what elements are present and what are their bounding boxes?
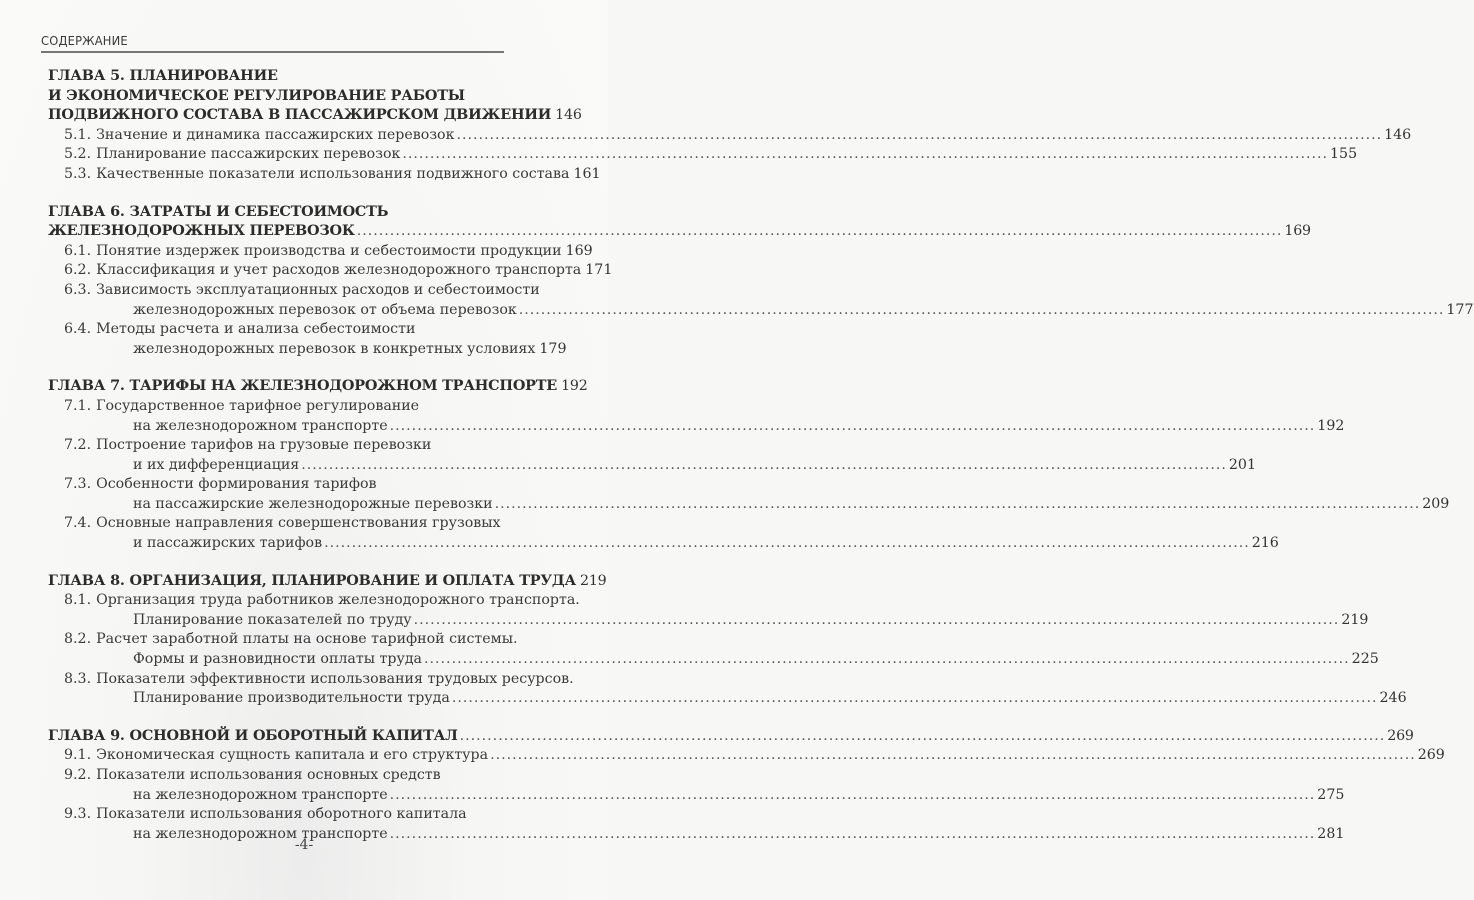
section-title-text: Расчет заработной платы на основе тарифной системы. xyxy=(96,631,518,648)
section-page-number: 219 xyxy=(1341,611,1369,628)
section-title-text: на железнодорожном транспорте xyxy=(133,786,388,803)
dot-leader xyxy=(490,746,1416,766)
section-entry-line xyxy=(48,281,557,301)
section-entry-line xyxy=(48,320,557,340)
chapter-page-number: 169 xyxy=(1284,223,1311,240)
chapter-title-text: ГЛАВА 6. ЗАТРАТЫ И СЕБЕСТОИМОСТЬ xyxy=(48,202,389,220)
chapter-title-line xyxy=(48,66,557,86)
section-title-text: Зависимость эксплуатационных расходов и себестоимости xyxy=(96,281,540,298)
toc-chapter xyxy=(48,376,1450,553)
section-title-text: и пассажирских тарифов xyxy=(133,535,323,552)
section-title-text: Методы расчета и анализа себестоимости xyxy=(96,321,416,338)
dot-leader xyxy=(424,650,1350,670)
section-entry-line xyxy=(48,340,567,360)
chapter-title-text: ГЛАВА 9. ОСНОВНОЙ И ОБОРОТНЫЙ КАПИТАЛ xyxy=(48,726,458,744)
section-page-number: 201 xyxy=(1228,456,1256,473)
dot-leader xyxy=(390,417,1316,437)
section-page-number: 246 xyxy=(1379,690,1407,707)
section-title-text: Планирование производительности труда xyxy=(133,690,450,707)
section-entry-line xyxy=(48,689,1407,709)
section-title-text: Построение тарифов на грузовые перевозки xyxy=(96,437,432,454)
section-number: 7.1. xyxy=(64,397,92,414)
dot-leader xyxy=(402,145,1328,165)
section-page-number: 171 xyxy=(585,262,613,279)
section-entry-line xyxy=(48,242,593,262)
section-entry-line xyxy=(48,534,1279,554)
section-title-text: железнодорожных перевозок в конкретных условиях xyxy=(133,340,536,357)
section-title-text: железнодорожных перевозок от объема перевозок xyxy=(133,301,517,318)
dot-leader xyxy=(357,222,1283,242)
section-page-number: 225 xyxy=(1351,651,1379,668)
section-title-text: Планирование показателей по труду xyxy=(133,611,412,628)
section-entry-line xyxy=(48,436,557,456)
section-number: 5.1. xyxy=(64,126,92,143)
running-head: СОДЕРЖАНИЕ xyxy=(41,33,128,48)
section-entry-line xyxy=(48,786,1345,806)
section-entry-line xyxy=(48,397,557,417)
dot-leader xyxy=(519,301,1445,321)
section-entry-line xyxy=(48,650,1379,670)
section-page-number: 216 xyxy=(1251,535,1279,552)
section-entry-line xyxy=(48,514,557,534)
section-title-text: Организация труда работников железнодорожного транспорта. xyxy=(96,592,580,609)
chapter-title-line xyxy=(48,221,1311,242)
section-number: 8.1. xyxy=(64,592,92,609)
section-page-number: 179 xyxy=(539,340,567,357)
section-title-text: Формы и разновидности оплаты труда xyxy=(133,651,423,668)
dot-leader xyxy=(390,786,1316,806)
section-number: 7.2. xyxy=(64,437,92,454)
section-number: 8.3. xyxy=(64,670,92,687)
section-title-text: Показатели эффективности использования трудовых ресурсов. xyxy=(96,670,574,687)
section-entry-line xyxy=(48,766,557,786)
section-number: 6.3. xyxy=(64,281,92,298)
chapter-page-number: 146 xyxy=(555,107,582,124)
section-number: 6.2. xyxy=(64,262,92,279)
section-title-text: Значение и динамика пассажирских перевозок xyxy=(96,126,455,143)
section-number: 7.3. xyxy=(64,476,92,493)
section-entry-line xyxy=(48,670,574,690)
section-page-number: 281 xyxy=(1317,825,1345,842)
section-entry-line xyxy=(48,417,1345,437)
chapter-title-line xyxy=(48,105,582,126)
dot-leader xyxy=(301,456,1227,476)
section-entry-line xyxy=(48,126,1412,146)
section-page-number: 146 xyxy=(1384,126,1412,143)
section-page-number: 155 xyxy=(1330,146,1358,163)
dot-leader xyxy=(460,727,1386,747)
section-number: 8.2. xyxy=(64,631,92,648)
page-number: -4- xyxy=(294,837,314,853)
section-entry-line xyxy=(48,456,1256,476)
section-page-number: 275 xyxy=(1317,786,1345,803)
section-title-text: Экономическая сущность капитала и его структура xyxy=(96,747,489,764)
section-title-text: Показатели использования оборотного капитала xyxy=(96,806,467,823)
chapter-title-line xyxy=(48,726,1414,747)
chapter-title-text: ГЛАВА 8. ОРГАНИЗАЦИЯ, ПЛАНИРОВАНИЕ И ОПЛАТА ТРУДА xyxy=(48,571,577,589)
chapter-title-line xyxy=(48,202,557,222)
section-entry-line xyxy=(48,475,557,495)
section-number: 9.2. xyxy=(64,767,92,783)
section-number: 9.3. xyxy=(64,806,92,823)
chapter-title-text: И ЭКОНОМИЧЕСКОЕ РЕГУЛИРОВАНИЕ РАБОТЫ xyxy=(48,86,465,104)
section-title-text: на железнодорожном транспорте xyxy=(133,417,388,434)
section-entry-line xyxy=(48,805,557,825)
chapter-page-number: 269 xyxy=(1387,727,1414,744)
chapter-title-line xyxy=(48,376,588,397)
section-page-number: 192 xyxy=(1317,417,1345,434)
section-number: 5.2. xyxy=(64,146,92,163)
section-title-text: Планирование пассажирских перевозок xyxy=(96,146,401,163)
section-entry-line xyxy=(48,301,1474,321)
section-entry-line xyxy=(48,495,1450,515)
chapter-title-text: ГЛАВА 5. ПЛАНИРОВАНИЕ xyxy=(48,67,278,84)
toc-chapter xyxy=(48,66,1412,185)
section-title-text: Классификация и учет расходов железнодорожного транспорта xyxy=(96,262,582,279)
section-title-text: на железнодорожном транспорте xyxy=(133,825,388,842)
section-number: 5.3. xyxy=(64,165,92,182)
header-rule xyxy=(41,51,504,53)
dot-leader xyxy=(495,495,1421,515)
section-entry-line xyxy=(48,591,580,611)
dot-leader xyxy=(324,534,1250,554)
dot-leader xyxy=(414,611,1340,631)
chapter-title-line xyxy=(48,571,607,592)
section-page-number: 269 xyxy=(1417,747,1445,764)
chapter-title-line xyxy=(48,86,557,106)
section-entry-line xyxy=(48,165,601,185)
section-number: 6.4. xyxy=(64,321,92,338)
section-title-text: Государственное тарифное регулирование xyxy=(96,397,420,414)
chapter-page-number: 219 xyxy=(580,572,607,589)
section-entry-line xyxy=(48,746,1445,766)
toc-chapter xyxy=(48,202,1474,360)
section-number: 7.4. xyxy=(64,515,92,532)
chapter-title-text: ГЛАВА 7. ТАРИФЫ НА ЖЕЛЕЗНОДОРОЖНОМ ТРАНСПОРТЕ xyxy=(48,377,558,395)
chapter-title-text: ПОДВИЖНОГО СОСТАВА В ПАССАЖИРСКОМ ДВИЖЕНИИ xyxy=(48,106,552,124)
section-title-text: Показатели использования основных средств xyxy=(96,767,441,783)
section-number: 6.1. xyxy=(64,242,92,259)
section-title-text: на пассажирские железнодорожные перевозки xyxy=(133,495,493,512)
dot-leader xyxy=(456,126,1382,146)
section-page-number: 169 xyxy=(565,242,593,259)
section-page-number: 161 xyxy=(573,165,601,182)
section-entry-line xyxy=(48,630,557,650)
section-entry-line xyxy=(48,145,1358,165)
chapter-page-number: 192 xyxy=(561,378,588,395)
section-title-text: Особенности формирования тарифов xyxy=(96,476,377,493)
section-title-text: и их дифференциация xyxy=(133,456,300,473)
section-number: 9.1. xyxy=(64,747,92,764)
section-title-text: Основные направления совершенствования грузовых xyxy=(96,515,501,532)
toc-chapter xyxy=(48,571,1407,709)
section-page-number: 177 xyxy=(1446,301,1474,318)
section-page-number: 209 xyxy=(1422,495,1450,512)
section-entry-line xyxy=(48,611,1369,631)
dot-leader xyxy=(452,689,1378,709)
section-entry-line xyxy=(48,261,613,281)
section-title-text: Понятие издержек производства и себестоимости продукции xyxy=(96,242,562,259)
chapter-title-text: ЖЕЛЕЗНОДОРОЖНЫХ ПЕРЕВОЗОК xyxy=(48,222,355,240)
toc-chapter xyxy=(48,726,1445,845)
table-of-contents xyxy=(48,66,1474,861)
section-title-text: Качественные показатели использования подвижного состава xyxy=(96,165,570,182)
